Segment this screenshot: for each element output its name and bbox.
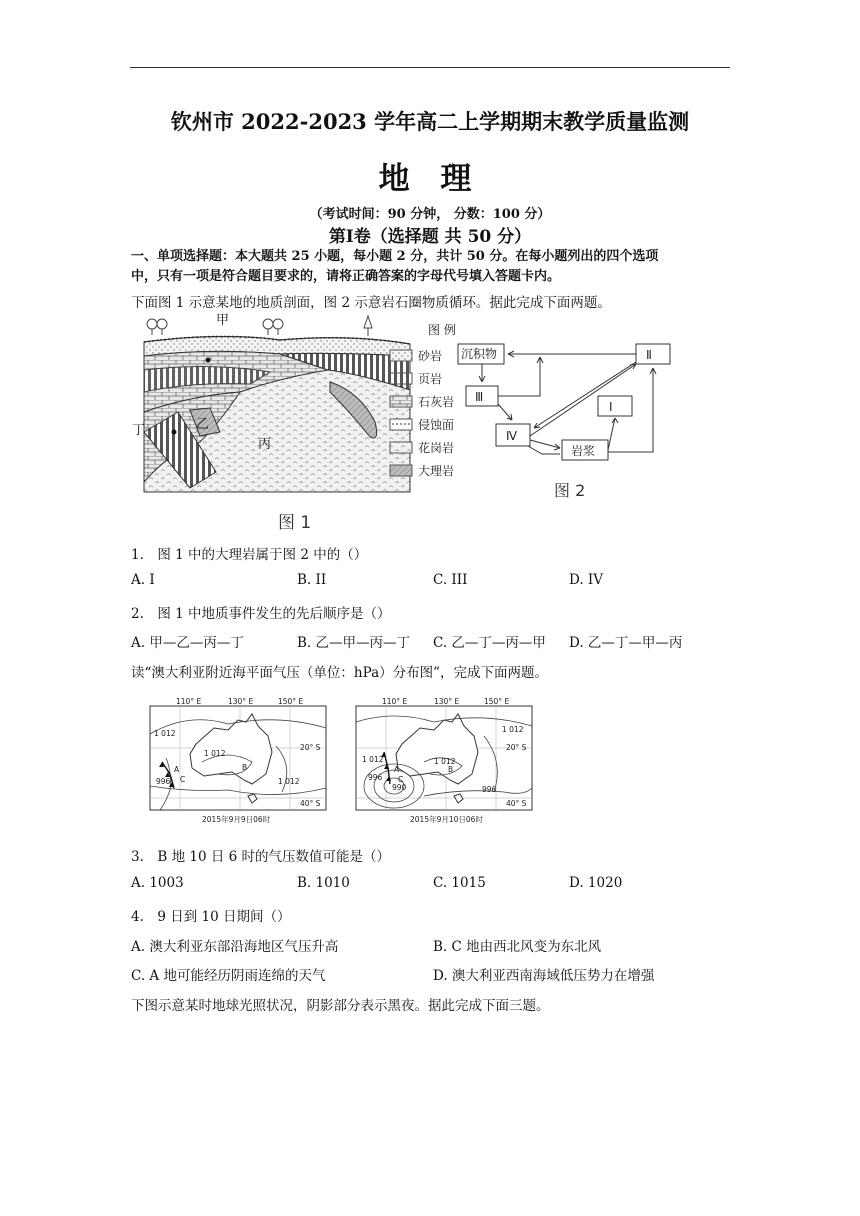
map2-lon-130: 130° E [434,697,460,706]
map1-lat-20: 20° S [300,743,321,752]
question-4-stem: 4. 9 日到 10 日期间（） [131,909,291,925]
fig2-node-III: Ⅲ [475,390,484,404]
q1-option-d: D. IV [569,572,604,588]
map2-point-a: A [394,765,400,774]
q1-option-a: A. I [131,572,155,588]
legend-limestone: 石灰岩 [418,395,455,409]
map2-isobar-990: 990 [392,783,407,792]
legend-erosion-surface: 侵蚀面 [418,418,455,432]
fig2-node-magma: 岩浆 [571,444,596,458]
figure1-figure2 [130,312,730,534]
map2-isobar-1012-c: 1 012 [434,757,456,766]
q4-option-c: C. A 地可能经历阴雨连绵的天气 [131,968,326,984]
map2-isobar-1012-w: 1 012 [362,755,384,764]
fig2-node-II: Ⅱ [646,348,652,362]
q3-option-d: D. 1020 [569,875,623,891]
q3-option-a: A. 1003 [131,875,184,891]
q4-option-d: D. 澳大利亚西南海域低压势力在增强 [433,968,655,984]
map2-caption: 2015年9月10日06时 [410,815,483,824]
fig2-node-sediment: 沉积物 [461,347,498,361]
map2-lon-110: 110° E [382,697,408,706]
legend-shale: 页岩 [418,372,443,386]
legend-granite: 花岗岩 [418,441,455,455]
intro-pressure-maps: 读“澳大利亚附近海平面气压（单位：hPa）分布图”，完成下面两题。 [131,665,549,681]
pressure-maps [148,692,558,832]
map1-lat-40: 40° S [300,799,321,808]
geologic-section [132,313,410,492]
exam-title: 钦州市 2022-2023 学年高二上学期期末教学质量监测 [170,109,690,134]
q2-option-c: C. 乙—丁—丙—甲 [433,635,546,651]
pressure-map-0909 [150,697,326,824]
pressure-map-0910 [356,697,532,824]
q2-option-a: A. 甲—乙—丙—丁 [131,635,244,651]
q2-option-b: B. 乙—甲—丙—丁 [297,635,411,651]
map2-point-c: C [398,775,404,784]
question-2-stem: 2. 图 1 中地质事件发生的先后顺序是（） [131,606,391,622]
q3-option-c: C. 1015 [433,875,486,891]
fig1-label-jia: 甲 [216,313,230,328]
fig1-label-ding: 丁 [132,423,146,438]
map1-lon-130: 130° E [228,697,254,706]
figure2-rock-cycle [458,344,670,460]
instructions-line-1: 一、单项选择题：本大题共 25 小题，每小题 2 分，共计 50 分。在每小题列出的四个选项 [131,249,659,264]
map2-isobar-996-e: 996 [482,785,497,794]
map2-lon-150: 150° E [484,697,510,706]
map1-lon-110: 110° E [176,697,202,706]
map2-point-b: B [448,765,454,774]
fig2-node-IV: Ⅳ [506,429,518,443]
map2-isobar-996-w: 996 [368,773,383,782]
map1-isobar-996: 996 [156,777,171,786]
map1-caption: 2015年9月9日06时 [202,815,271,824]
fig2-node-I: Ⅰ [609,400,613,414]
legend-sandstone: 砂岩 [418,349,443,363]
fig1-label-bing: 丙 [258,437,272,452]
fig1-label-yi: 乙 [196,417,210,432]
q2-option-d: D. 乙—丁—甲—丙 [569,635,683,651]
map1-isobar-1012-e: 1 012 [278,777,300,786]
intro-earth-illumination: 下图示意某时地球光照状况，阴影部分表示黑夜。据此完成下面三题。 [131,998,550,1014]
top-rule [130,67,730,68]
q3-option-b: B. 1010 [297,875,350,891]
question-3-stem: 3. B 地 10 日 6 时的气压数值可能是（） [131,849,391,865]
figure2-caption: 图 2 [554,481,586,500]
map1-isobar-1012-w: 1 012 [154,729,176,738]
question-1-stem: 1. 图 1 中的大理岩属于图 2 中的（） [131,547,368,563]
map2-lat-20: 20° S [506,743,527,752]
legend-title: 图 例 [428,323,456,337]
map1-point-c: C [180,775,186,784]
q4-option-a: A. 澳大利亚东部沿海地区气压升高 [131,939,339,955]
map1-lon-150: 150° E [278,697,304,706]
map1-isobar-1012-c: 1 012 [204,749,226,758]
map2-lat-40: 40° S [506,799,527,808]
map1-point-b: B [242,763,248,772]
legend-marble: 大理岩 [418,464,455,478]
q1-option-c: C. III [433,572,468,588]
q1-option-b: B. II [297,572,327,588]
map1-point-a: A [174,765,180,774]
exam-meta: （考试时间：90 分钟， 分数：100 分） [309,207,551,222]
figure1-caption: 图 1 [278,513,312,533]
map2-isobar-1012-e: 1 012 [502,725,524,734]
instructions-line-2: 中，只有一项是符合题目要求的，请将正确答案的字母代号填入答题卡内。 [131,269,561,284]
intro-figure1: 下面图 1 示意某地的地质剖面，图 2 示意岩石圈物质循环。据此完成下面两题。 [131,295,611,311]
subject-title: 地 理 [378,161,482,197]
q4-option-b: B. C 地由西北风变为东北风 [433,939,602,955]
section-title: 第Ⅰ卷（选择题 共 50 分） [328,227,532,247]
